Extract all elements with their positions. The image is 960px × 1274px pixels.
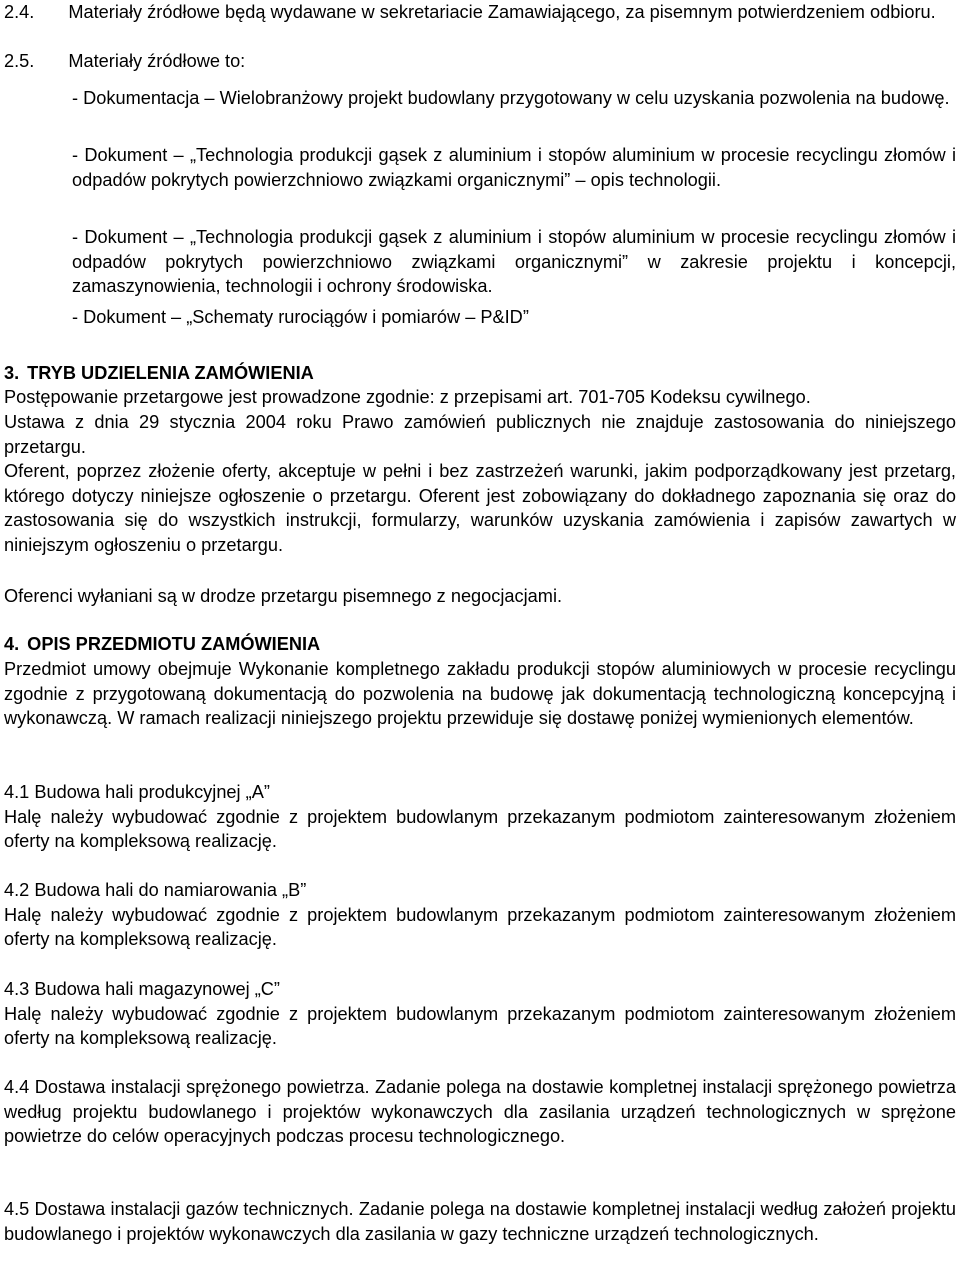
section-3-paragraph: Oferenci wyłaniani są w drodze przetargu pisemnego z negocjacjami.	[4, 586, 563, 606]
paragraph-2-5	[4, 49, 956, 74]
section-number: 4.	[4, 634, 20, 654]
section-4-intro: Przedmiot umowy obejmuje Wykonanie kompletnego zakładu produkcji stopów aluminiowych w procesie recyclingu zgodnie z przygotowaną dokumentacją do pozwolenia na budowę jak dokumentacją technologiczną koncepcyjną i wykonawczą. W ramach realizacji niniejszego projektu przewiduje się dostawę poniżej wymienionych elementów.	[4, 659, 956, 729]
section-title: TRYB UDZIELENIA ZAMÓWIENIA	[27, 363, 314, 383]
paragraph-2-4	[4, 0, 956, 25]
item-number: 2.5.	[4, 51, 35, 71]
section-3-heading	[4, 361, 956, 386]
material-item: - Dokumentacja – Wielobranżowy projekt budowlany przygotowany w celu uzyskania pozwolenia na budowę.	[72, 88, 950, 108]
subsection-text: Halę należy wybudować zgodnie z projektem budowlanym przekazanym podmiotom zainteresowanym złożeniem oferty na kompleksową realizację.	[4, 1003, 956, 1049]
subsection-title: 4.3 Budowa hali magazynowej „C”	[4, 979, 280, 999]
item-text: Materiały źródłowe będą wydawane w sekretariacie Zamawiającego, za pisemnym potwierdzeniem odbioru.	[68, 2, 936, 22]
subsection-4-2	[4, 878, 956, 952]
subsection-title: 4.1 Budowa hali produkcyjnej „A”	[4, 782, 270, 802]
section-4-heading	[4, 632, 956, 657]
material-item: - Dokument – „Technologia produkcji gąsek z aluminium i stopów aluminium w procesie recyclingu złomów i odpadów pokrytych powierzchniowo związkami organicznymi” w zakresie projektu i koncepcji, zamaszynowienia, technologii i ochrony środowiska.	[72, 227, 956, 297]
subsection-4-4: 4.4 Dostawa instalacji sprężonego powietrza. Zadanie polega na dostawie kompletnej instalacji sprężonego powietrza według projektu budowlanego i projektów wykonawczych dla zasilania urządzeń technologicznych w sprężone powietrze do celów operacyjnych podczas procesu technologicznego.	[4, 1077, 956, 1147]
material-item: - Dokument – „Technologia produkcji gąsek z aluminium i stopów aluminium w procesie recyclingu złomów i odpadów pokrytych powierzchniowo związkami organicznymi” – opis technologii.	[72, 145, 956, 190]
subsection-title: 4.2 Budowa hali do namiarowania „B”	[4, 880, 307, 900]
section-number: 3.	[4, 363, 20, 383]
subsection-text: Halę należy wybudować zgodnie z projektem budowlanym przekazanym podmiotom zainteresowanym złożeniem oferty na kompleksową realizację.	[4, 806, 956, 852]
subsection-4-3	[4, 977, 956, 1051]
subsection-4-1	[4, 780, 956, 854]
subsection-4-5: 4.5 Dostawa instalacji gazów technicznych. Zadanie polega na dostawie kompletnej instalacji według założeń projektu budowlanego i projektów wykonawczych dla zasilania w gazy techniczne urządzeń technologicznych.	[4, 1199, 956, 1244]
material-item: - Dokument – „Schematy rurociągów i pomiarów – P&ID”	[72, 307, 529, 327]
section-title: OPIS PRZEDMIOTU ZAMÓWIENIA	[27, 634, 321, 654]
section-3-paragraph: Ustawa z dnia 29 stycznia 2004 roku Prawo zamówień publicznych nie znajduje zastosowania do niniejszego przetargu.	[4, 412, 956, 457]
item-text: Materiały źródłowe to:	[68, 51, 246, 71]
section-3-paragraph: Oferent, poprzez złożenie oferty, akceptuje w pełni i bez zastrzeżeń warunki, jakim podporządkowany jest przetarg, którego dotyczy niniejsze ogłoszenie o przetargu. Oferent jest zobowiązany do dokładnego zapoznania się oraz do zastosowania się do wszystkich instrukcji, formularzy, warunków uzyskania zamówienia i zapisów zawartych w niniejszym ogłoszeniu o przetargu.	[4, 461, 956, 555]
item-number: 2.4.	[4, 2, 35, 22]
subsection-text: Halę należy wybudować zgodnie z projektem budowlanym przekazanym podmiotom zainteresowanym złożeniem oferty na kompleksową realizację.	[4, 904, 956, 950]
section-3-paragraph: Postępowanie przetargowe jest prowadzone zgodnie: z przepisami art. 701-705 Kodeksu cywilnego.	[4, 387, 811, 407]
